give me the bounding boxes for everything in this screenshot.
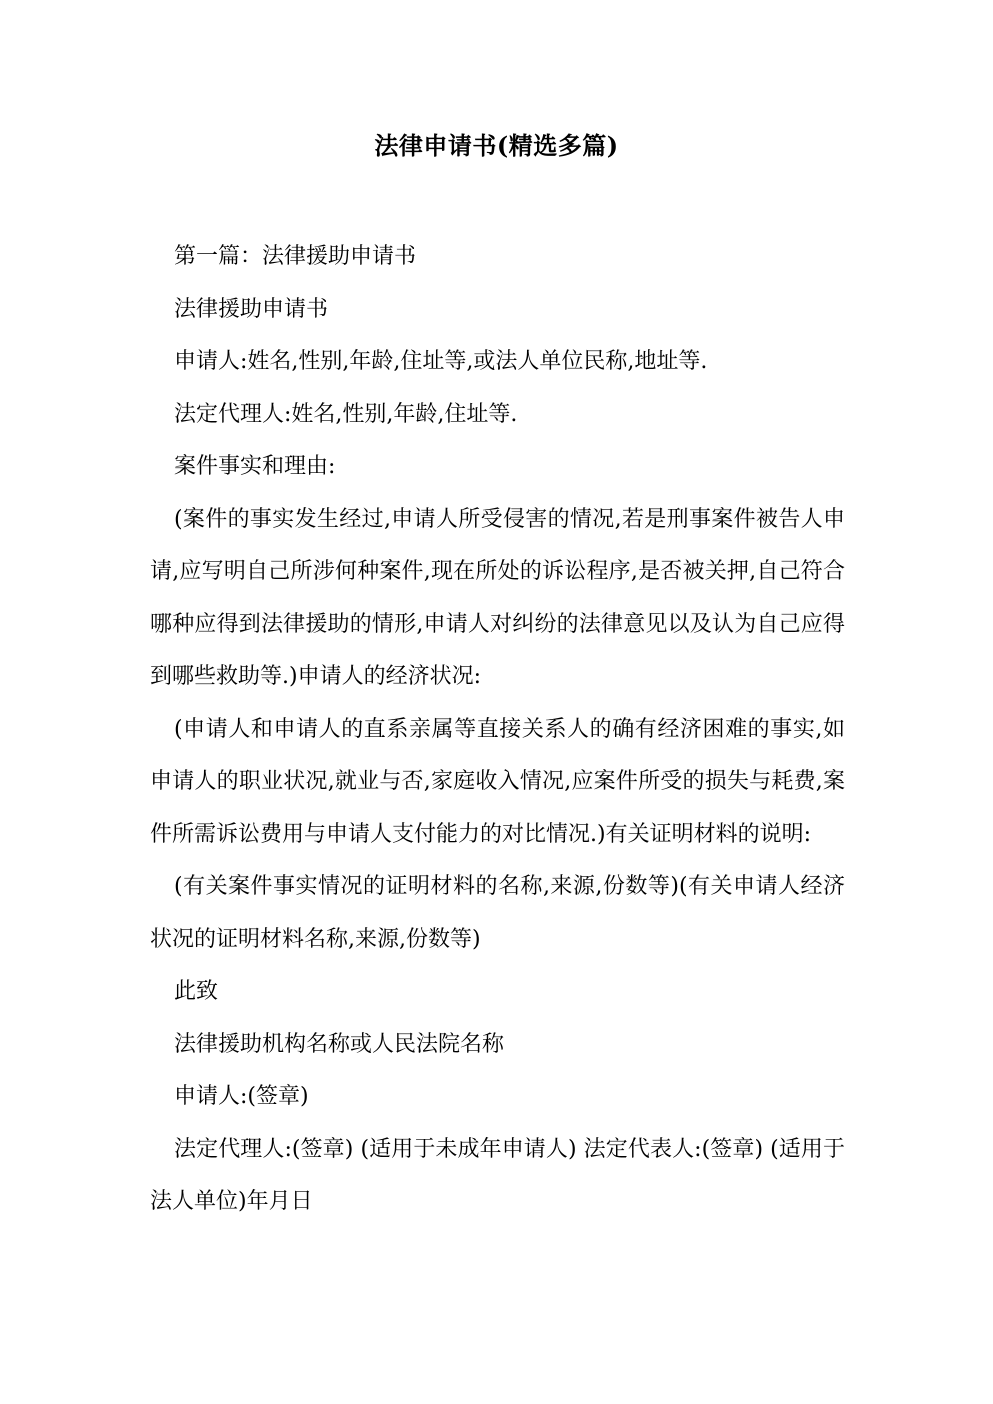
applicant-signature-line: 申请人:(签章) xyxy=(174,1084,309,1109)
legal-representative-line: 法定代理人:姓名,性别,年龄,住址等. xyxy=(174,401,518,427)
case-facts-heading: 案件事实和理由: xyxy=(174,454,336,479)
document-body xyxy=(150,231,845,1229)
document-title: 法律申请书(精选多篇) xyxy=(374,131,619,160)
economic-status-paragraph: (申请人和申请人的直系亲属等直接关系人的确有经济困难的事实,如申请人的职业状况,就业与否,家庭收入情况,应案件所受的损失与耗费,案件所需诉讼费用与申请人支付能力的对比情况.)有关证明材料的说明: xyxy=(150,716,845,847)
form-title: 法律援助申请书 xyxy=(174,296,329,322)
recipient-line: 法律援助机构名称或人民法院名称 xyxy=(174,1031,505,1057)
section-heading: 第一篇：法律援助申请书 xyxy=(174,244,417,269)
evidence-paragraph: (有关案件事实情况的证明材料的名称,来源,份数等)(有关申请人经济状况的证明材料名称,来源,份数等) xyxy=(150,874,845,952)
representative-signature-line: 法定代理人:(签章) (适用于未成年申请人) 法定代表人:(签章) (适用于法人单位)年月日 xyxy=(150,1136,845,1214)
case-facts-paragraph: (案件的事实发生经过,申请人所受侵害的情况,若是刑事案件被告人申请,应写明自己所涉何种案件,现在所处的诉讼程序,是否被关押,自己符合哪种应得到法律援助的情形,申请人对纠纷的法律意见以及认为自己应得到哪些救助等.)申请人的经济状况: xyxy=(150,506,845,689)
salutation: 此致 xyxy=(174,979,219,1004)
applicant-line: 申请人:姓名,性别,年龄,住址等,或法人单位民称,地址等. xyxy=(174,349,708,374)
